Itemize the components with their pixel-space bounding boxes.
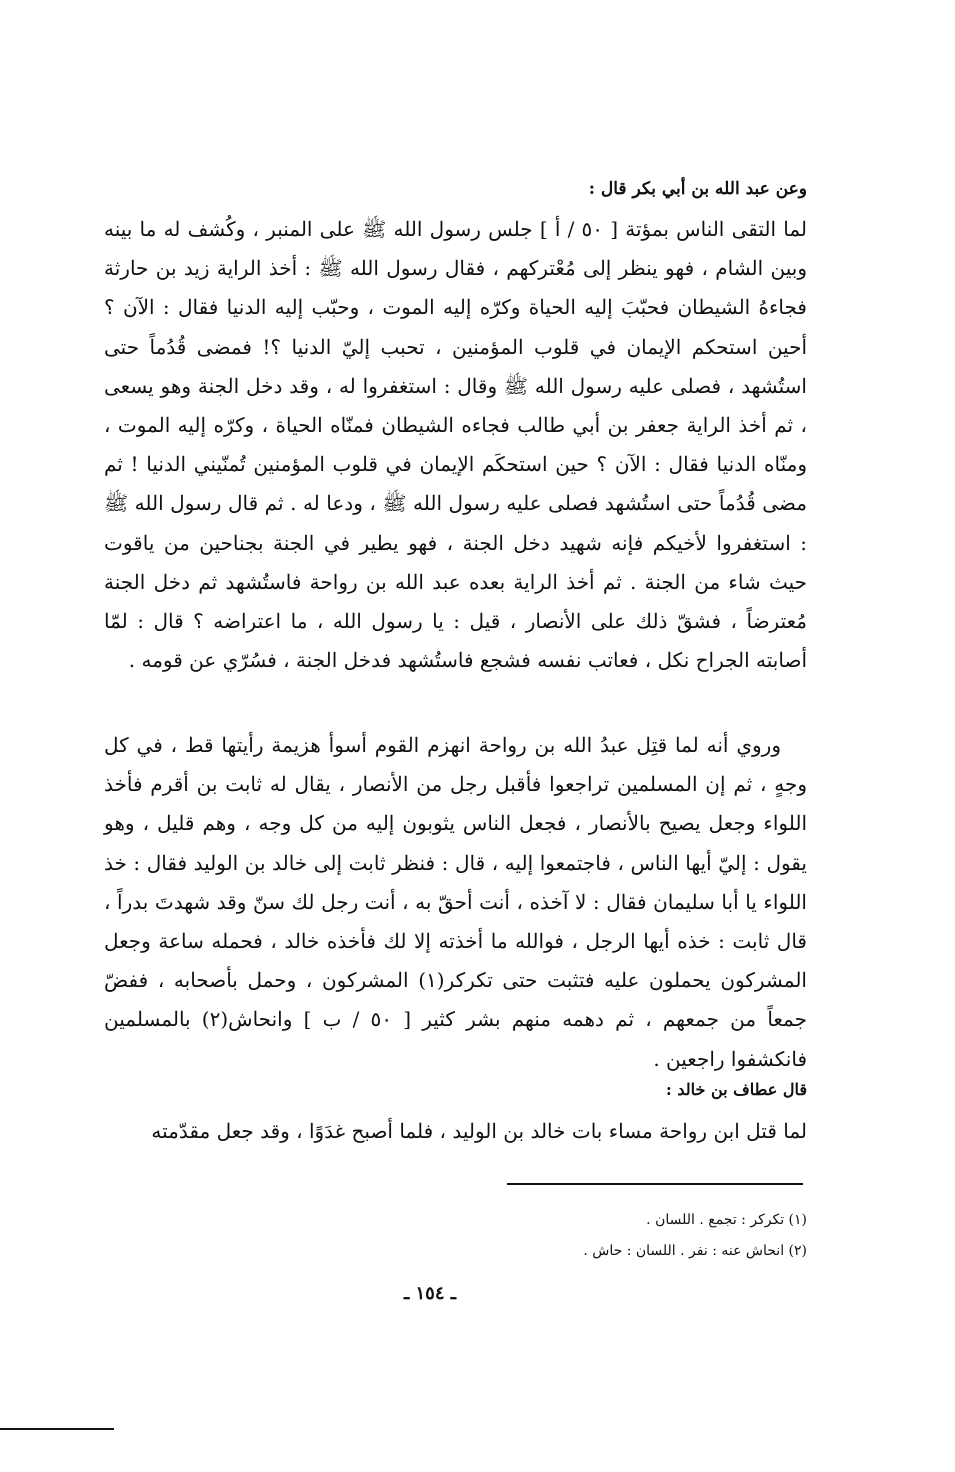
footnote-divider [507, 1183, 803, 1185]
footnote-2: (٢) انحاش عنه : نفر . اللسان : حاش . [583, 1243, 807, 1259]
scan-edge-line [0, 1428, 114, 1430]
page-number: ـ ١٥٤ ـ [403, 1283, 457, 1304]
paragraph-thabit-khalid: وروي أنه لما قتِل عبدُ الله بن رواحة انهزم القوم أسوأ هزيمة رأيتها قط ، في كل وجهٍ ، ثم إن المسلمين تراجعوا فأقبل رجل من الأنصار ، يقال له ثابت بن أقرم فأخذ اللواء وجعل يصيح بالأنصار ، فجعل الناس يثوبون إليه من كل وجه ، وهم قليل ، وهو يقول : إليّ أيها الناس ، فاجتمعوا إليه ، قال : فنظر ثابت إلى خالد بن الوليد فقال : خذ اللواء يا أبا سليمان فقال : لا آخذه ، أنت أحقّ به ، أنت رجل لك سنّ وقد شهدتَ بدراً ، قال ثابت : خذه أيها الرجل ، فوالله ما أخذته إلا لك فأخذه خالد ، فحمله ساعة وجعل المشركون يحملون عليه فتثبت حتى تكركر(١) المشركون ، وحمل بأصحابه ، ففضّ جمعاً من جمعهم ، ثم دهمه منهم بشر كثير [ ٥٠ / ب ] وانحاش(٢) بالمسلمين فانكشفوا راجعين . [104, 733, 807, 1071]
footnote-1: (١) تكركر : تجمع . اللسان . [646, 1212, 807, 1228]
footnotes [300, 1205, 807, 1267]
paragraph-continuation: لما قتل ابن رواحة مساء بات خالد بن الوليد ، فلما أصبح غدَوًا ، وقد جعل مقدّمته [151, 1119, 807, 1143]
source-attribution-2: قال عطاف بن خالد : [665, 1080, 807, 1099]
source-attribution: وعن عبد الله بن أبي بكر قال : [588, 179, 807, 199]
paragraph-mutah-battle: لما التقى الناس بمؤتة [ ٥٠ / أ ] جلس رسول الله ﷺ على المنبر ، وكُشف له ما بينه وبين الشام ، فهو ينظر إلى مُعْتركهم ، فقال رسول الله ﷺ : أخذ الراية زيد بن حارثة فجاءهُ الشيطان فحبّبَ إليه الحياة وكرّه إليه الموت ، وحبّب إليه الدنيا فقال : الآن ؟ أحين استحكم الإيمان في قلوب المؤمنين ، تحبب إليّ الدنيا ؟! فمضى قُدُماً حتى استُشهد ، فصلى عليه رسول الله ﷺ وقال : استغفروا له ، وقد دخل الجنة وهو يسعى ، ثم أخذ الراية جعفر بن أبي طالب فجاءه الشيطان فمنّاه الحياة ، وكرّه إليه الموت ، ومنّاه الدنيا فقال : الآن ؟ حين استحكَم الإيمان في قلوب المؤمنين تُمنّيني الدنيا ! ثم مضى قُدُماً حتى استُشهد فصلى عليه رسول الله ﷺ ، ودعا له . ثم قال رسول الله ﷺ : استغفروا لأخيكم فإنه شهيد دخل الجنة ، فهو يطير في الجنة بجناحين من ياقوت حيث شاء من الجنة . ثم أخذ الراية بعده عبد الله بن رواحة فاستُشهد ثم دخل الجنة مُعترضاً ، فشقّ ذلك على الأنصار ، قيل : يا رسول الله ، ما اعتراضه ؟ قال : لمّا أصابته الجراح نكل ، فعاتب نفسه فشجع فاستُشهد فدخل الجنة ، فسُرّي عن قومه . [104, 217, 807, 673]
